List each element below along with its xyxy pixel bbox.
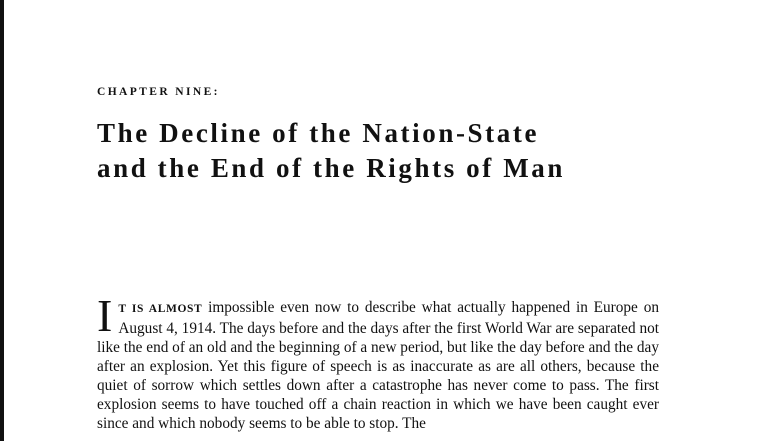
book-page [97,0,659,441]
chapter-title [97,116,565,186]
chapter-title-line-1: The Decline of the Nation-State [97,118,540,148]
body-paragraph [97,290,659,433]
paragraph-text: impossible even now to describe what actually happened in Europe on August 4, 1914. The days before and the days after the first World War are separated not like the end of an old and the beginning of a new period, but like the day before and the day after an explosion. Yet this figure of speech is as inaccurate as are all others, because the quiet of sorrow which settles down after a catastrophe has never come to pass. The first explosion seems to have touched off a chain reaction in which we have been caught ever since and which nobody seems to be able to stop. The [97,299,659,432]
page-edge-rule [0,0,4,441]
drop-cap: I [97,290,113,341]
chapter-label: CHAPTER NINE: [97,86,220,98]
chapter-title-line-2: and the End of the Rights of Man [97,153,566,183]
opening-small-caps: T IS ALMOST [118,303,203,315]
